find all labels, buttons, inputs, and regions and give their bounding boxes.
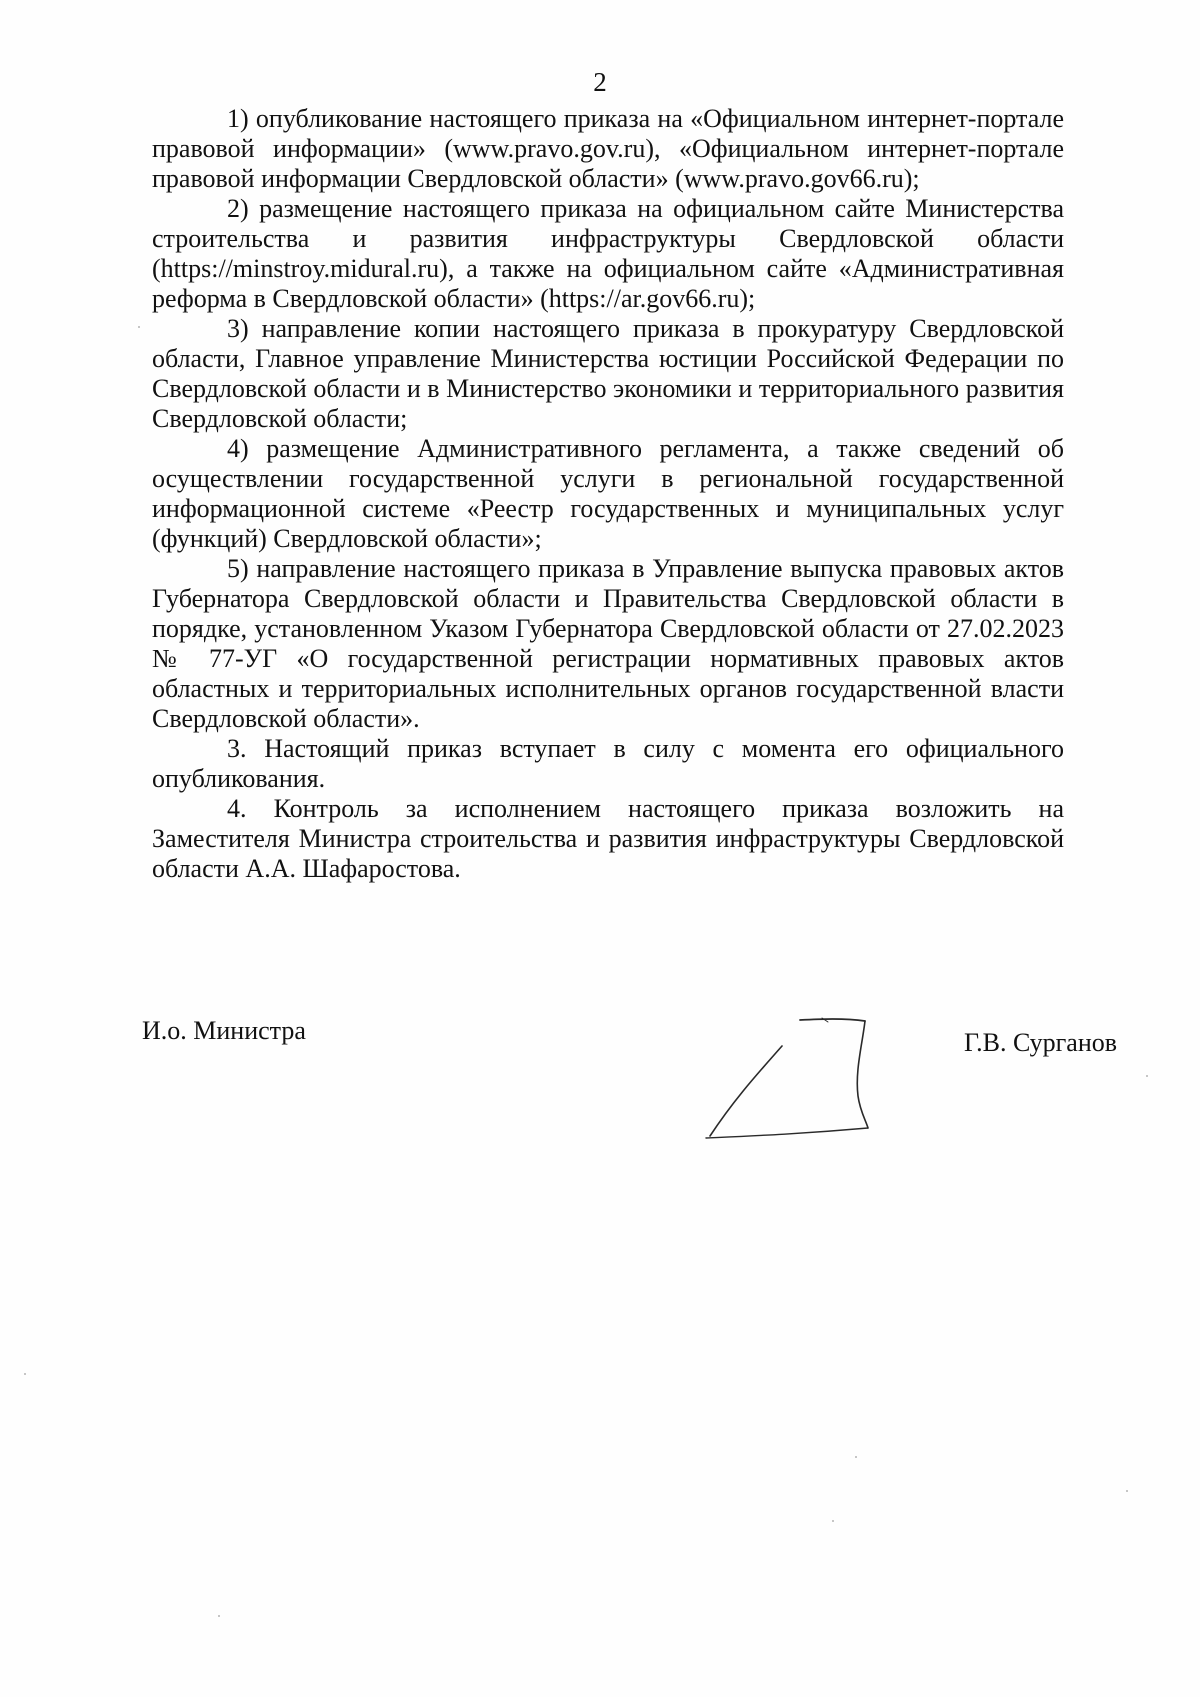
paragraph-clause-3: 3. Настоящий приказ вступает в силу с момента его официального опубликования. [152,734,1064,793]
scan-speck [1126,1490,1128,1492]
scan-speck [218,1615,220,1617]
signature-stroke-right [857,1021,868,1128]
paragraph-item-1: 1) опубликование настоящего приказа на «Официальном интернет-портале правовой информации» (www.pravo.gov.ru), «Официальном интернет-портале правовой информации Свердловской области» (www.pravo.gov66.ru); [152,104,1064,193]
signature-stroke-diagonal [710,1046,782,1136]
scan-speck [1146,1075,1148,1077]
scan-speck [832,1520,834,1522]
paragraph-item-4: 4) размещение Административного регламента, а также сведений об осуществлении государственной услуги в региональной государственной информационной системе «Реестр государственных и муниципальных услуг (функций) Свердловской области»; [152,434,1064,553]
signature-stroke-base [706,1128,868,1138]
signature-strokes [706,1018,868,1138]
paragraph-item-2: 2) размещение настоящего приказа на официальном сайте Министерства строительства и развития инфраструктуры Свердловской области (https://minstroy.midural.ru), а также на официальном сайте «Административная реформа в Свердловской области» (https://ar.gov66.ru); [152,194,1064,313]
scan-speck [855,1456,857,1458]
document-body [152,104,1064,884]
page-number: 2 [593,67,607,97]
paragraph-item-3: 3) направление копии настоящего приказа в прокуратуру Свердловской области, Главное управление Министерства юстиции Российской Федерации по Свердловской области и в Министерство экономики и территориального развития Свердловской области; [152,314,1064,433]
signatory-name: Г.В. Сурганов [964,1028,1118,1057]
signature-stroke-top [800,1019,865,1021]
signatory-title: И.о. Министра [142,1016,306,1045]
paragraph-clause-4: 4. Контроль за исполнением настоящего приказа возложить на Заместителя Министра строительства и развития инфраструктуры Свердловской области А.А. Шафаростова. [152,794,1064,883]
paragraph-item-5: 5) направление настоящего приказа в Управление выпуска правовых актов Губернатора Свердловской области и Правительства Свердловской области в порядке, установленном Указом Губернатора Свердловской области от 27.02.2023 № 77-УГ «О государственной регистрации нормативных правовых актов областных и территориальных исполнительных органов государственной власти Свердловской области». [152,554,1064,733]
scan-speck [138,326,140,328]
scan-speck [24,1373,26,1375]
signature-block [142,1016,1118,1156]
handwritten-signature [690,1016,890,1146]
